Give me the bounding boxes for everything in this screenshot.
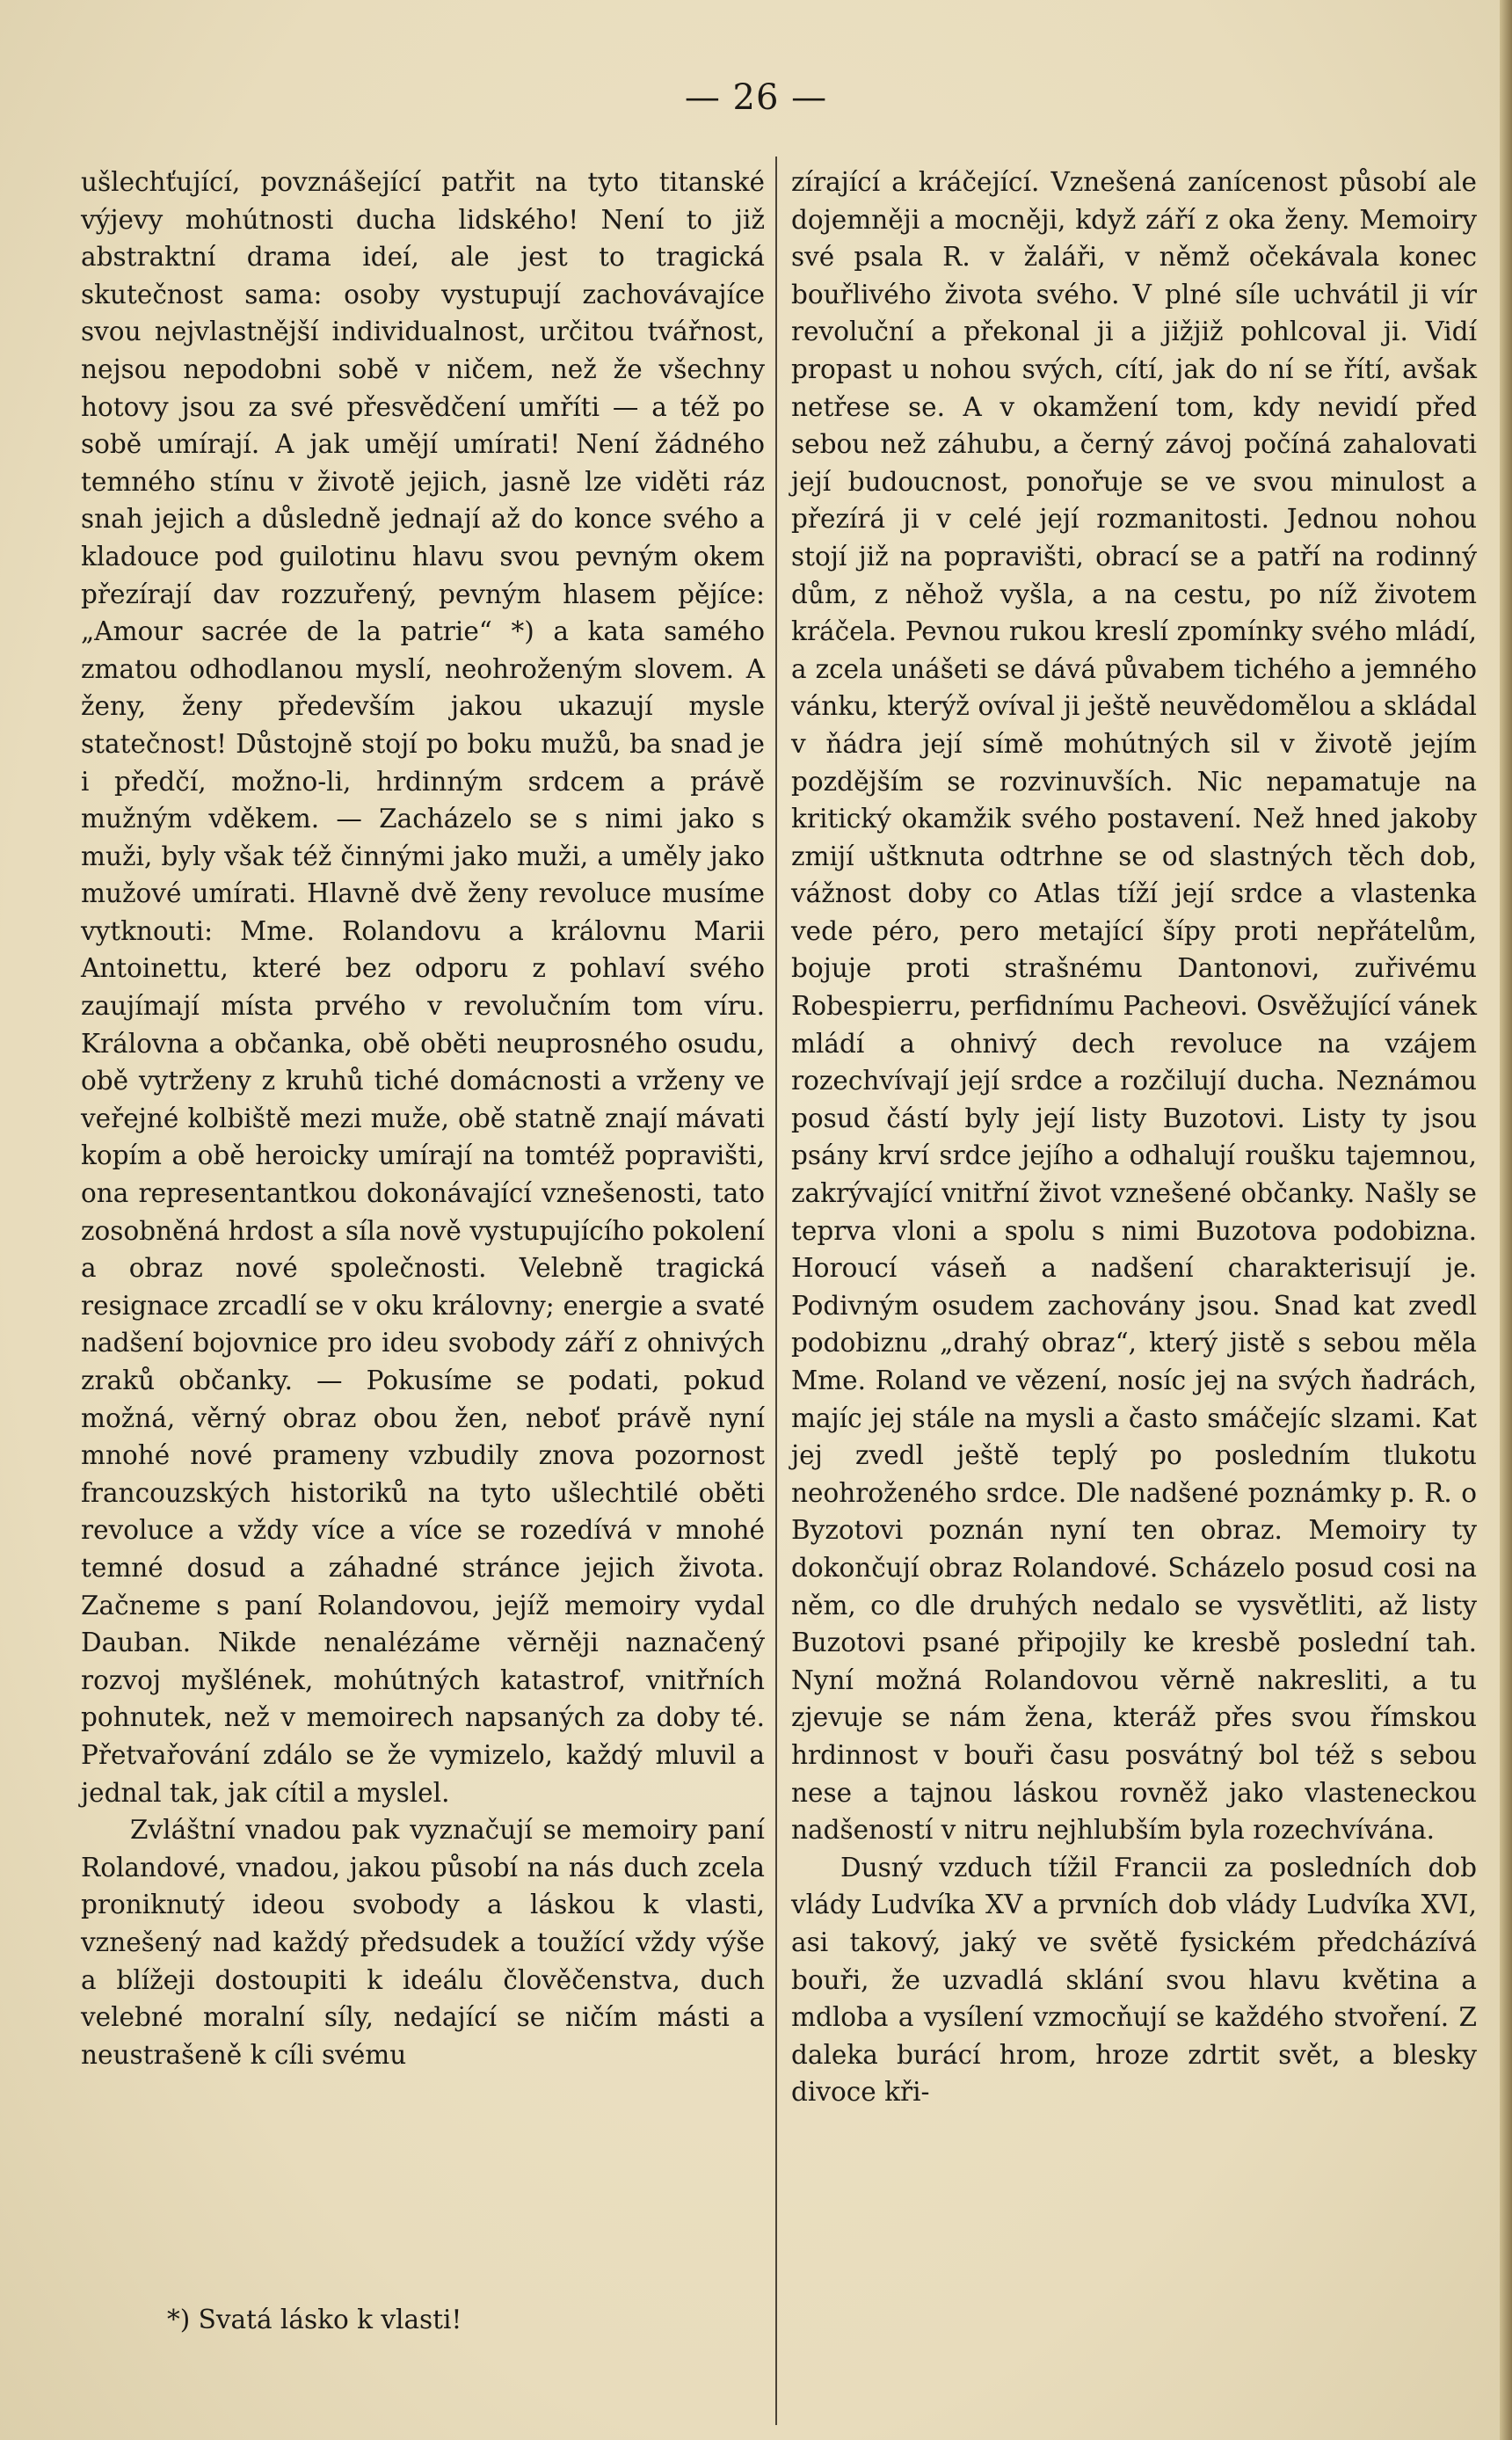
left-column <box>81 164 765 2073</box>
page-number: — 26 — <box>684 77 828 118</box>
right-column <box>791 164 1477 2111</box>
page-edge <box>1500 0 1512 2440</box>
footnote-rule <box>81 2280 765 2281</box>
right-paragraph-2: Dusný vzduch tížil Francii za posledních dob vlády Ludvíka XV a prvních dob vlády Ludvíka XVI, asi takový, jaký ve světě fysickém předcházívá bouři, že uzvadlá sklání svou hlavu květina a mdloba a vysílení vzmocňují se každého stvoření. Z daleka burácí hrom, hroze zdrtit svět, a blesky divoce kři- <box>791 1852 1477 2108</box>
footnote: *) Svatá lásko k vlasti! <box>167 2305 462 2334</box>
column-divider <box>775 157 777 2425</box>
left-paragraph-1: ušlechťující, povznášející patřit na tyto titanské výjevy mohútnosti ducha lidského! Není to již abstraktní drama ideí, ale jest to tragická skutečnost sama: osoby vystupují zachovávajíce svou nejvlastnější individualnost, určitou tvářnost, nejsou nepodobni sobě v ničem, než že všechny hotovy jsou za své přesvědčení umříti — a též po sobě umírají. A jak umějí umírati! Není žádného temného stínu v životě jejich, jasně lze viděti ráz snah jejich a důsledně jednají až do konce svého a kladouce pod guilotinu hlavu svou pevným okem přezírají dav rozzuřený, pevným hlasem pějíce: „Amour sacrée de la patrie“ *) a kata samého zmatou odhodlanou myslí, neohroženým slovem. A ženy, ženy především jakou ukazují mysle statečnost! Důstojně stojí po boku mužů, ba snad je i předčí, možno-li, hrdinným srdcem a právě mužným vděkem. — Zacházelo se s nimi jako s muži, byly však též činnými jako muži, a uměly jako mužové umírati. Hlavně dvě ženy revoluce musíme vytknouti: Mme. Rolandovu a královnu Marii Antoinettu, které bez odporu z pohlaví svého zaujímají místa prvého v revolučním tom víru. Královna a občanka, obě oběti neuprosného osudu, obě vytrženy z kruhů tiché domácnosti a vrženy ve veřejné kolbiště mezi muže, obě statně znají mávati kopím a obě heroicky umírají na tomtéž popravišti, ona representantkou dokonávající vznešenosti, tato zosobněná hrdost a síla nově vystupujícího pokolení a obraz nové společnosti. Velebně tragická resignace zrcadlí se v oku královny; energie a svaté nadšení bojovnice pro ideu svobody září z ohnivých zraků občanky. — Pokusíme se podati, pokud možná, věrný obraz obou žen, neboť právě nyní mnohé nové prameny vzbudily znova pozornost francouzských historiků na tyto ušlechtilé oběti revoluce a vždy více a více se rozedívá v mnohé temné dosud a záhadné stránce jejich života. Začneme s paní Rolandovou, jejíž memoiry vydal Dauban. Nikde nenalézáme věrněji naznačený rozvoj myšlének, mohútných katastrof, vnitřních pohnutek, než v memoirech napsaných za doby té. Přetvařování zdálo se že vymizelo, každý mluvil a jednal tak, jak cítil a myslel. <box>81 167 765 1808</box>
left-paragraph-2: Zvláštní vnadou pak vyznačují se memoiry paní Rolandové, vnadou, jakou působí na nás duch zcela proniknutý ideou svobody a láskou k vlasti, vznešený nad každý předsudek a toužící vždy výše a blížeji dostoupiti k ideálu člověčenstva, duch velebné moralní síly, nedající se ničím másti a neustrašeně k cíli svému <box>81 1815 765 2070</box>
right-paragraph-1: zírající a kráčející. Vznešená zanícenost působí ale dojemněji a mocněji, když září z oka ženy. Memoiry své psala R. v žaláři, v němž očekávala konec bouřlivého života svého. V plné síle uchvátil ji vír revoluční a překonal ji a jižjiž pohlcoval ji. Vidí propast u nohou svých, cítí, jak do ní se řítí, avšak netřese se. A v okamžení tom, kdy nevidí před sebou než záhubu, a černý závoj počíná zahalovati její budoucnost, ponořuje se ve svou minulost a přezírá ji v celé její rozmanitosti. Jednou nohou stojí již na popravišti, obrací se a patří na rodinný dům, z něhož vyšla, a na cestu, po níž životem kráčela. Pevnou rukou kreslí zpomínky svého mládí, a zcela unášeti se dává půvabem tichého a jemného vánku, kterýž ovíval ji ještě neuvědomělou a skládal v ňádra její símě mohútných sil v životě jejím pozdějším se rozvinuvších. Nic nepamatuje na kritický okamžik svého postavení. Než hned jakoby zmijí uštknuta odtrhne se od slastných těch dob, vážnost doby co Atlas tíží její srdce a vlastenka vede péro, pero metající šípy proti nepřátelům, bojuje proti strašnému Dantonovi, zuřivému Robespierru, perfidnímu Pacheovi. Osvěžující vánek mládí a ohnivý dech revoluce na vzájem rozechvívají její srdce a rozčilují ducha. Neznámou posud částí byly její listy Buzotovi. Listy ty jsou psány krví srdce jejího a odhalují roušku tajemnou, zakrývající vnitřní život vznešené občanky. Našly se teprva vloni a spolu s nimi Buzotova podobizna. Horoucí váseň a nadšení charakterisují je. Podivným osudem zachovány jsou. Snad kat zvedl podobiznu „drahý obraz“, který jistě s sebou měla Mme. Roland ve vězení, nosíc jej na svých ňadrách, majíc jej stále na mysli a často smáčejíc slzami. Kat jej zvedl ještě teplý po posledním tlukotu neohroženého srdce. Dle nadšené poznámky p. R. o Byzotovi poznán nyní ten obraz. Memoiry ty dokončují obraz Rolandové. Scházelo posud cosi na něm, co dle druhých nedalo se vysvětliti, až listy Buzotovi psané připojily ke kresbě poslední tah. Nyní možná Rolandovou věrně nakresliti, a tu zjevuje se nám žena, kteráž přes svou římskou hrdinnost v bouři času posvátný bol též s sebou nese a tajnou láskou rovněž jako vlasteneckou nadšeností v nitru nejhlubším byla rozechvívána. <box>791 167 1477 1846</box>
